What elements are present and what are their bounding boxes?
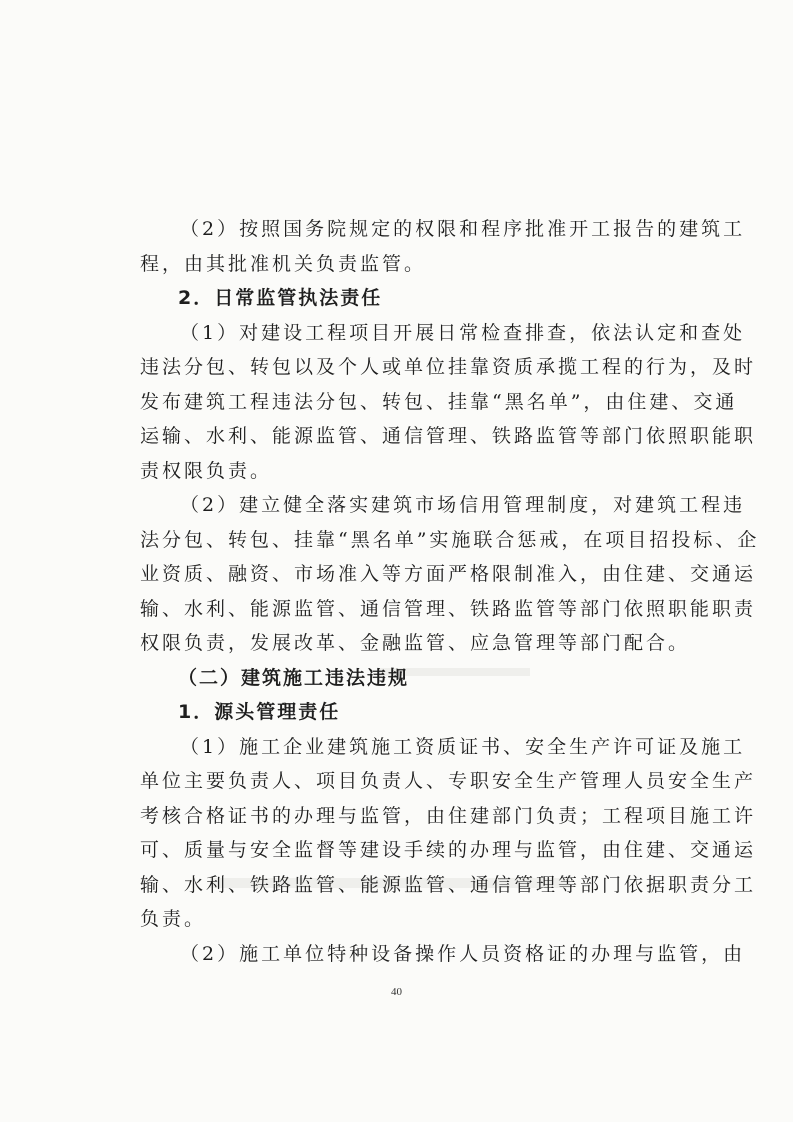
paragraph-line: 可、质量与安全监督等建设手续的办理与监管，由住建、交通运 [140,839,757,861]
paragraph-line: 单位主要负责人、项目负责人、专职安全生产管理人员安全生产 [140,770,757,792]
paragraph-line: 违法分包、转包以及个人或单位挂靠资质承揽工程的行为，及时 [140,356,757,378]
paragraph-line: 发布建筑工程违法分包、转包、挂靠“黑名单”，由住建、交通 [140,390,738,413]
section-heading: 2．日常监管执法责任 [178,287,383,309]
paragraph-line: 输、水利、铁路监管、能源监管、通信管理等部门依据职责分工 [140,873,757,896]
paragraph-line: （2）建立健全落实建筑市场信用管理制度，对建筑工程违 [180,494,746,516]
paragraph-line: 输、水利、能源监管、通信管理、铁路监管等部门依照职能职责 [140,597,757,620]
paragraph-line: 运输、水利、能源监管、通信管理、铁路监管等部门依照职能职 [140,425,757,447]
paragraph-line: （1）对建设工程项目开展日常检查排查，依法认定和查处 [180,321,746,344]
paragraph-line: 责权限负责。 [140,459,273,482]
paragraph-line: 考核合格证书的办理与监管，由住建部门负责；工程项目施工许 [140,804,757,827]
paragraph-line: （2）施工单位特种设备操作人员资格证的办理与监管，由 [180,942,746,965]
paragraph-line: 程，由其批准机关负责监管。 [140,252,427,275]
paragraph-line: （2）按照国务院规定的权限和程序批准开工报告的建筑工 [180,218,746,240]
page-number: 40 [391,986,402,998]
paragraph-line: 权限负责，发展改革、金融监管、应急管理等部门配合。 [140,632,691,654]
paragraph-line: 业资质、融资、市场准入等方面严格限制准入，由住建、交通运 [140,563,757,585]
section-heading: （二）建筑施工违法违规 [178,666,410,689]
paragraph-line: 负责。 [140,908,207,930]
section-heading: 1．源头管理责任 [178,701,341,723]
paragraph-line: 法分包、转包、挂靠“黑名单”实施联合惩戒，在项目招投标、企 [140,528,760,551]
paragraph-line: （1）施工企业建筑施工资质证书、安全生产许可证及施工 [180,735,746,758]
document-body [140,212,760,971]
